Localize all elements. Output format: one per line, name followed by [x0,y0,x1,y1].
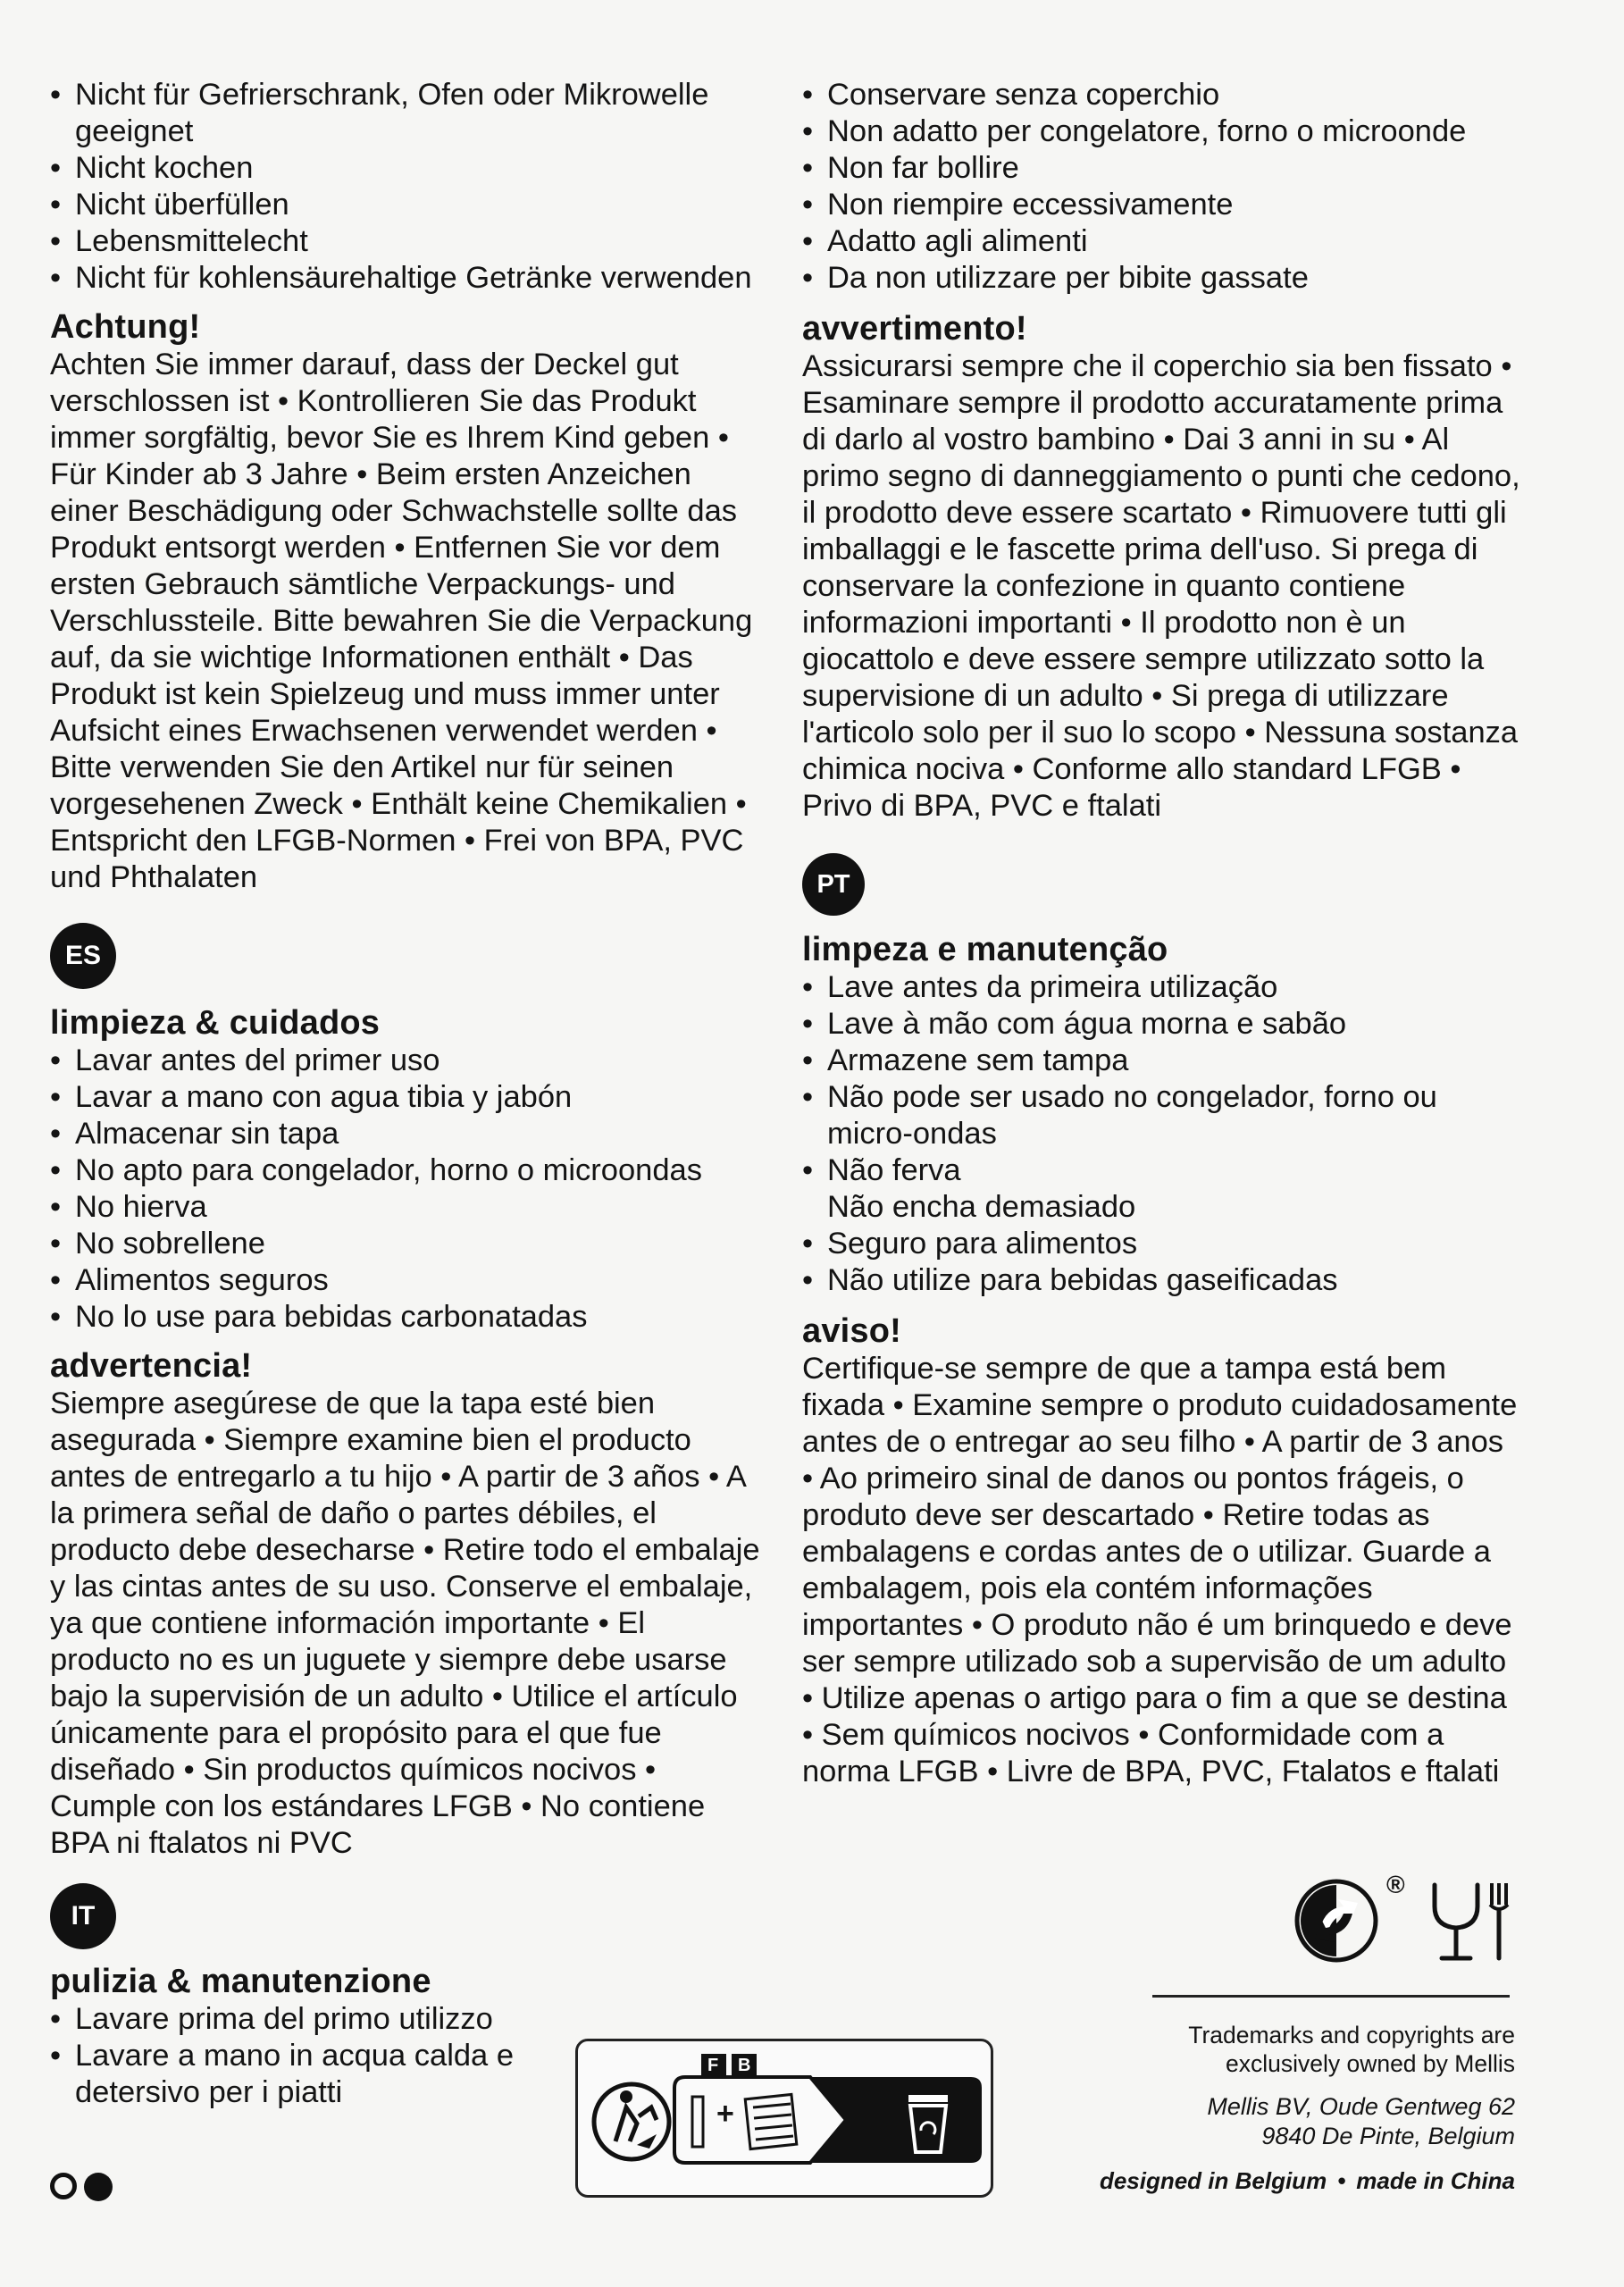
pt-care-list [802,969,1521,1299]
es-care-title: limpieza & cuidados [50,1004,381,1042]
de-warning-text: Achten Sie immer darauf, dass der Deckel gut verschlossen ist • Kontrollieren Sie das Produkt immer sorgfältig, bevor Sie es Ihrem Kind geben • Für Kinder ab 3 Jahre • Beim ersten Anzeichen einer Beschädigung oder Schwachstelle sollte das Produkt entsorgt werden • Entfernen Sie vor dem ersten Gebrauch sämtliche Verpackungs- und Verschlussteile. Bitte bewahren Sie die Verpackung auf, da sie wichtige Informationen enthält • Das Produkt ist kein Spielzeug und muss immer unter Aufsicht eines Erwachsenen verwendet werden • Bitte verwenden Sie den Artikel nur für seinen vorgesehenen Zweck • Enthält keine Chemikalien • Entspricht den LFGB-Normen • Frei von BPA, PVC und Phthalaten [50,348,753,894]
list-item: • Alimentos seguros [50,1262,765,1299]
page-indicator [50,2173,113,2201]
list-item: • Conservare senza coperchio [802,77,1521,113]
made-in: made in China [1356,2167,1515,2194]
registered-mark: ® [1386,1871,1405,1898]
list-item: • Não ferva [802,1152,1521,1189]
certification-icons [1293,1871,1535,1965]
address-line-2: 9840 De Pinte, Belgium [1261,2123,1515,2149]
pt-language-badge: PT [802,853,865,916]
es-care-list [50,1043,765,1336]
list-item: • Lavare a mano in acqua calda e detersivo per i piatti [50,2038,515,2111]
list-item: • Da non utilizzare per bibite gassate [802,260,1521,297]
list-item: • Lebensmittelecht [50,223,765,260]
origin-line [1045,2167,1515,2195]
trademark-notice: Trademarks and copyrights are exclusively owned by Mellis [1188,2022,1515,2077]
es-warning-text: Siempre asegúrese de que la tapa esté bien asegurada • Siempre examine bien el producto antes de entregarlo a tu hijo • A partir de 3 años • A la primera señal de daño o partes débiles, el producto debe desecharse • Retire todo el embalaje y las cintas antes de su uso. Conserve el embalaje, ya que contiene información importante • El producto no es un juguete y siempre debe usarse bajo la supervisión de un adulto • Utilice el artículo únicamente para el propósito para el que fue diseñado • Sin productos químicos nocivos • Cumple con los estándares LFGB • No contiene BPA ni ftalatos ni PVC [50,1386,760,1860]
list-item: • Nicht für kohlensäurehaltige Getränke verwenden [50,260,765,297]
list-item: • Não utilize para bebidas gaseificadas [802,1262,1521,1299]
recycle-person-icon [594,2084,669,2159]
de-warning-title: Achtung! [50,308,201,346]
address-line-1: Mellis BV, Oude Gentweg 62 [1207,2093,1515,2120]
right-column [802,77,1521,1790]
separator: • [1337,2167,1346,2194]
list-item: • Lave à mão com água morna e sabão [802,1006,1521,1043]
list-item: • No hierva [50,1189,765,1226]
divider [1152,1995,1510,1998]
page-dot-active [84,2173,113,2201]
it-care-title: pulizia & manutenzione [50,1963,431,2000]
pt-warning-text: Certifique-se sempre de que a tampa está bem fixada • Examine sempre o produto cuidadosamente antes de o entregar ao seu filho • A partir de 3 anos • Ao primeiro sinal de danos ou pontos frágeis, o produto deve ser descartado • Retire todas as embalagens e cordas antes de o utilizar. Guarde a embalagem, pois ela contém informações importantes • O produto não é um brinquedo e deve ser sempre utilizado sob a supervisão de um adulto • Utilize apenas o artigo para o fim a que se destina • Sem químicos nocivos • Conformidade com a norma LFGB • Livre de BPA, PVC, Ftalatos e ftalati [802,1352,1518,1789]
list-item: • Non adatto per congelatore, forno o microonde [802,113,1521,150]
list-item: Não encha demasiado [827,1190,1136,1224]
list-item: • Non riempire eccessivamente [802,187,1521,223]
list-item: • Almacenar sin tapa [50,1116,765,1152]
it-warning-text: Assicurarsi sempre che il coperchio sia ben fissato • Esaminare sempre il prodotto accuratamente prima di darlo al vostro bambino • Dai 3 anni in su • Al primo segno di danneggiamento o punti che cedono, il prodotto deve essere scartato • Rimuovere tutti gli imballaggi e le fascette prima dell'uso. Si prega di conservare la confezione in quanto contiene informazioni importanti • Il prodotto non è un giocattolo e deve essere sempre utilizzato sotto la supervisione di un adulto • Si prega di utilizzare l'articolo solo per il suo lo scopo • Nessuna sostanza chimica nociva • Conforme allo standard LFGB • Privo di BPA, PVC e ftalati [802,349,1520,823]
list-item: • Adatto agli alimenti [802,223,1521,260]
designed-in: designed in Belgium [1099,2167,1327,2194]
company-address [1134,2092,1515,2151]
it-care-list-continued [802,77,1521,297]
recycling-diagram [578,2041,991,2195]
list-item: • Non far bollire [802,150,1521,187]
list-item: • Não pode ser usado no congelador, forno ou micro-ondas [802,1079,1521,1152]
es-warning-title: advertencia! [50,1347,253,1385]
list-item: • No sobrellene [50,1226,765,1262]
plus-sign: + [716,2097,734,2131]
pt-care-title: limpeza e manutenção [802,931,1168,968]
list-item: • Seguro para alimentos [802,1226,1521,1262]
list-item: • Lavar a mano con agua tibia y jabón [50,1079,765,1116]
recycle-letter-f: F [707,2056,719,2075]
recycle-letter-b: B [738,2056,751,2075]
list-item: • No lo use para bebidas carbonatadas [50,1299,765,1336]
it-care-list [50,2001,515,2111]
list-item: • Nicht überfüllen [50,187,765,223]
list-item: • Lavar antes del primer uso [50,1043,765,1079]
es-language-badge: ES [50,923,116,989]
pt-warning-title: aviso! [802,1312,902,1350]
recycling-instructions [575,2039,993,2198]
list-item: • Lave antes da primeira utilização [802,969,1521,1006]
page-dot-inactive [50,2173,77,2199]
list-item: • Nicht kochen [50,150,765,187]
paper-stack-icon [745,2094,797,2149]
it-warning-title: avvertimento! [802,310,1027,348]
list-item: • Armazene sem tampa [802,1043,1521,1079]
list-item: • No apto para congelador, horno o microondas [50,1152,765,1189]
food-safe-icon [1427,1880,1517,1965]
left-column [50,77,765,2111]
de-care-list [50,77,765,297]
it-language-badge: IT [50,1883,116,1949]
list-item: • Nicht für Gefrierschrank, Ofen oder Mikrowelle geeignet [50,77,765,150]
list-item: • Lavare prima del primo utilizzo [50,2001,515,2038]
